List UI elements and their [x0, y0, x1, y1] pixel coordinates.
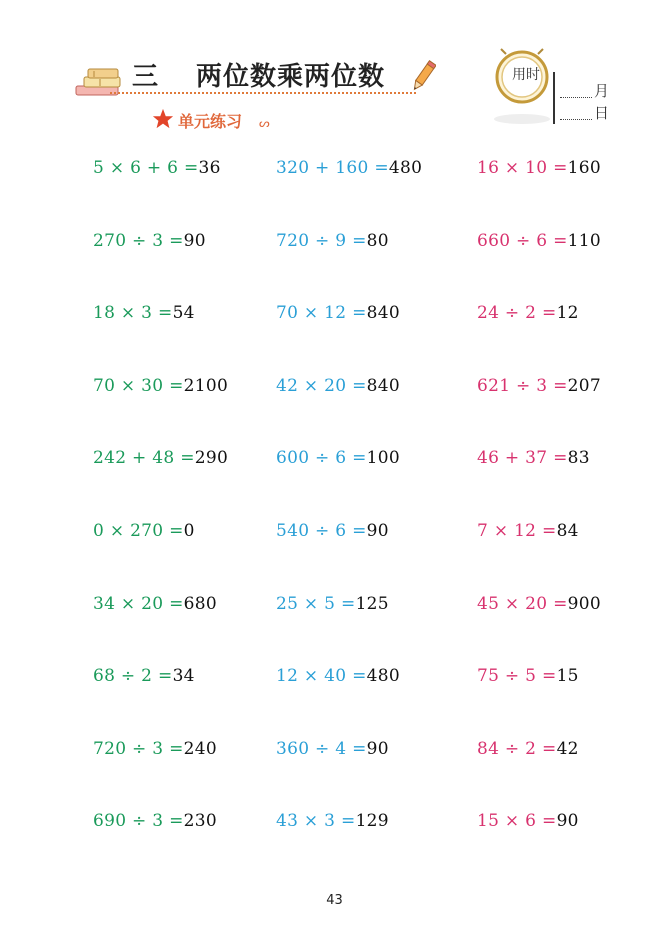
- exercise-item: [93, 303, 195, 323]
- exercise-item: [477, 448, 590, 468]
- exercise-item: [93, 739, 217, 759]
- pencil-icon: [410, 60, 436, 94]
- exercise-answer: 36: [198, 158, 221, 178]
- exercise-question: 15 × 6 =: [477, 811, 557, 832]
- page-header: [0, 0, 669, 140]
- exercise-question: 46 + 37 =: [477, 448, 568, 469]
- exercise-answer: 34: [172, 666, 195, 687]
- exercise-item: [93, 521, 195, 541]
- exercise-item: [93, 448, 228, 468]
- exercise-question: 320 + 160 =: [276, 158, 389, 178]
- exercise-item: [93, 231, 206, 251]
- chapter-title: 两位数乘两位数: [196, 62, 386, 92]
- exercise-question: 720 ÷ 3 =: [93, 738, 184, 759]
- exercise-row: [0, 666, 669, 739]
- exercise-question: 70 × 30 =: [93, 375, 184, 396]
- exercise-item: [276, 303, 400, 323]
- exercise-item: [276, 231, 389, 251]
- exercise-answer: 680: [183, 593, 218, 614]
- exercise-row: [0, 303, 669, 376]
- month-blank: [560, 97, 592, 98]
- exercise-item: [477, 158, 601, 178]
- date-day-field: [560, 106, 616, 124]
- exercise-answer: 207: [567, 375, 602, 396]
- date-month-field: [560, 84, 616, 102]
- day-label: 日: [594, 104, 610, 122]
- exercise-question: 45 × 20 =: [477, 593, 568, 614]
- exercise-question: 5 × 6 + 6 =: [93, 158, 199, 178]
- exercise-question: 720 ÷ 9 =: [276, 230, 367, 251]
- clock-shadow: [494, 114, 550, 124]
- exercise-answer: 90: [366, 738, 389, 759]
- exercise-item: [276, 594, 389, 614]
- exercise-row: [0, 811, 669, 884]
- exercise-item: [93, 158, 221, 178]
- exercise-item: [477, 303, 579, 323]
- exercise-answer: 290: [194, 448, 229, 469]
- exercise-question: 12 × 40 =: [276, 666, 367, 687]
- exercise-question: 43 × 3 =: [276, 811, 356, 832]
- exercise-row: [0, 448, 669, 521]
- exercise-item: [477, 594, 601, 614]
- exercise-row: [0, 231, 669, 304]
- exercise-row: [0, 158, 669, 231]
- exercise-question: 621 ÷ 3 =: [477, 375, 568, 396]
- exercise-question: 84 ÷ 2 =: [477, 738, 557, 759]
- exercise-answer: 83: [567, 448, 590, 469]
- exercise-answer: 84: [556, 520, 579, 541]
- exercise-item: [477, 376, 601, 396]
- exercise-item: [276, 158, 422, 178]
- exercise-answer: 42: [556, 738, 579, 759]
- exercise-question: 75 ÷ 5 =: [477, 666, 557, 687]
- title-underline: [110, 92, 416, 94]
- exercise-answer: 230: [183, 811, 218, 832]
- exercise-question: 68 ÷ 2 =: [93, 666, 173, 687]
- exercise-item: [276, 666, 400, 686]
- exercise-answer: 480: [388, 158, 423, 178]
- clock-label: 用时: [512, 67, 540, 83]
- exercise-question: 600 ÷ 6 =: [276, 448, 367, 469]
- curl-icon: ᔕ: [259, 116, 270, 130]
- month-label: 月: [594, 82, 610, 100]
- exercise-answer: 125: [355, 593, 389, 614]
- page-number: 43: [326, 893, 343, 908]
- exercise-question: 70 × 12 =: [276, 303, 367, 324]
- exercise-item: [477, 521, 579, 541]
- exercise-question: 0 × 270 =: [93, 520, 184, 541]
- exercise-item: [477, 666, 579, 686]
- exercise-question: 7 × 12 =: [477, 520, 557, 541]
- exercise-answer: 480: [366, 666, 401, 687]
- exercise-item: [276, 521, 389, 541]
- exercise-question: 42 × 20 =: [276, 375, 367, 396]
- exercise-answer: 12: [556, 303, 579, 324]
- exercise-answer: 90: [556, 811, 579, 832]
- exercise-answer: 240: [183, 738, 218, 759]
- exercise-item: [276, 448, 400, 468]
- exercise-question: 360 ÷ 4 =: [276, 738, 367, 759]
- exercise-item: [93, 594, 217, 614]
- exercise-answer: 110: [567, 230, 602, 251]
- day-blank: [560, 119, 592, 120]
- exercise-item: [276, 376, 400, 396]
- exercise-item: [477, 811, 579, 831]
- exercise-answer: 90: [366, 520, 389, 541]
- exercise-answer: 129: [355, 811, 389, 832]
- exercise-answer: 90: [183, 230, 206, 251]
- exercise-item: [93, 666, 195, 686]
- exercise-answer: 160: [567, 158, 602, 178]
- exercise-answer: 840: [366, 375, 401, 396]
- star-icon: [152, 108, 174, 130]
- exercise-answer: 15: [556, 666, 579, 687]
- exercise-row: [0, 376, 669, 449]
- exercise-answer: 100: [366, 448, 401, 469]
- exercise-row: [0, 594, 669, 667]
- exercise-item: [477, 231, 601, 251]
- exercise-question: 540 ÷ 6 =: [276, 520, 367, 541]
- exercise-question: 16 × 10 =: [477, 158, 568, 178]
- exercise-item: [93, 376, 228, 396]
- exercise-question: 18 × 3 =: [93, 303, 173, 324]
- exercise-grid: [0, 158, 669, 884]
- exercise-question: 270 ÷ 3 =: [93, 230, 184, 251]
- exercise-answer: 0: [183, 520, 195, 541]
- chapter-number: 三: [132, 62, 159, 92]
- exercise-question: 660 ÷ 6 =: [477, 230, 568, 251]
- exercise-answer: 840: [366, 303, 401, 324]
- exercise-item: [477, 739, 579, 759]
- exercise-question: 242 + 48 =: [93, 448, 195, 469]
- exercise-item: [276, 811, 389, 831]
- exercise-question: 690 ÷ 3 =: [93, 811, 184, 832]
- exercise-item: [276, 739, 389, 759]
- exercise-question: 25 × 5 =: [276, 593, 356, 614]
- section-label: 单元练习: [178, 112, 243, 131]
- date-divider: [553, 72, 555, 124]
- exercise-question: 24 ÷ 2 =: [477, 303, 557, 324]
- exercise-row: [0, 521, 669, 594]
- exercise-question: 34 × 20 =: [93, 593, 184, 614]
- exercise-item: [93, 811, 217, 831]
- exercise-row: [0, 739, 669, 812]
- exercise-answer: 54: [172, 303, 195, 324]
- exercise-answer: 80: [366, 230, 389, 251]
- exercise-answer: 900: [567, 593, 602, 614]
- exercise-answer: 2100: [183, 375, 229, 396]
